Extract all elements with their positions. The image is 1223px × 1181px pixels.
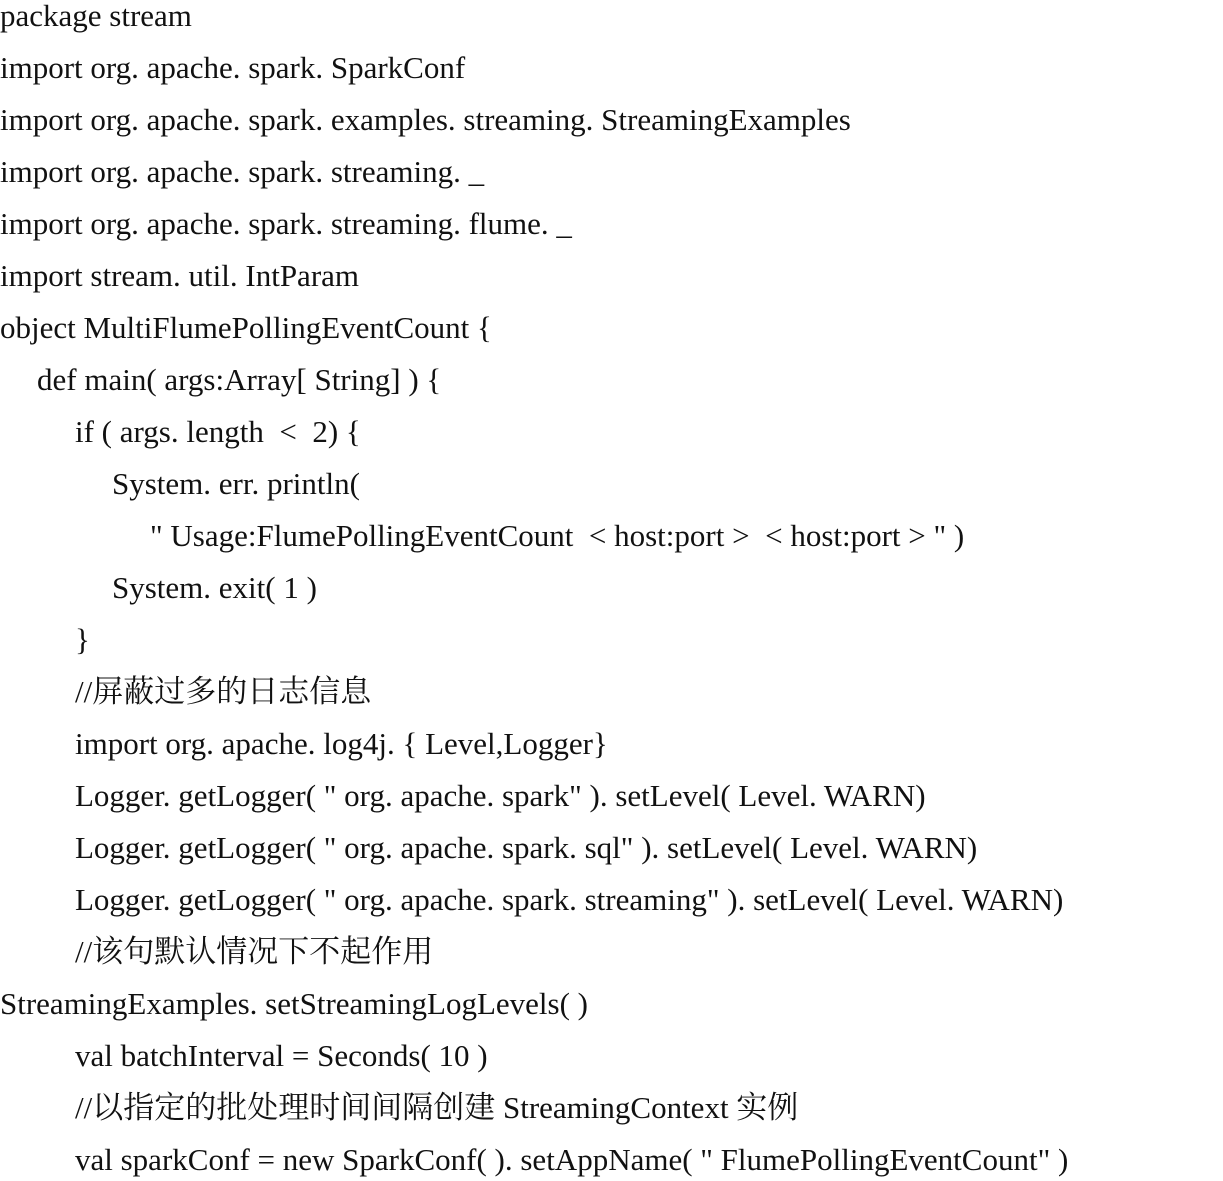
code-line: Logger. getLogger( " org. apache. spark. sql" ). setLevel( Level. WARN): [75, 830, 978, 865]
code-line: object MultiFlumePollingEventCount {: [0, 310, 492, 345]
code-line: System. err. println(: [112, 466, 360, 501]
code-line: val batchInterval = Seconds( 10 ): [75, 1038, 488, 1073]
code-line: val sparkConf = new SparkConf( ). setAppName( " FlumePollingEventCount" ): [75, 1142, 1069, 1177]
code-comment: //以指定的批处理时间间隔创建 StreamingContext 实例: [75, 1090, 799, 1125]
code-line: import org. apache. log4j. { Level,Logger}: [75, 726, 608, 761]
code-line: package stream: [0, 0, 192, 33]
code-line: System. exit( 1 ): [112, 570, 317, 605]
code-line: }: [75, 622, 90, 657]
code-comment: //屏蔽过多的日志信息: [75, 674, 372, 709]
code-line: import org. apache. spark. SparkConf: [0, 50, 466, 85]
code-line: StreamingExamples. setStreamingLogLevels( ): [0, 986, 588, 1021]
code-line: Logger. getLogger( " org. apache. spark. streaming" ). setLevel( Level. WARN): [75, 882, 1064, 917]
code-line: import stream. util. IntParam: [0, 258, 360, 293]
code-line: if ( args. length < 2) {: [75, 414, 361, 449]
code-line: import org. apache. spark. streaming. _: [0, 154, 485, 189]
code-line: Logger. getLogger( " org. apache. spark" ). setLevel( Level. WARN): [75, 778, 926, 813]
code-comment: //该句默认情况下不起作用: [75, 934, 434, 969]
code-line: def main( args:Array[ String] ) {: [37, 362, 442, 397]
code-line: " Usage:FlumePollingEventCount < host:port > < host:port > " ): [150, 518, 965, 553]
code-line: import org. apache. spark. streaming. flume. _: [0, 206, 572, 241]
code-line: import org. apache. spark. examples. streaming. StreamingExamples: [0, 102, 851, 137]
